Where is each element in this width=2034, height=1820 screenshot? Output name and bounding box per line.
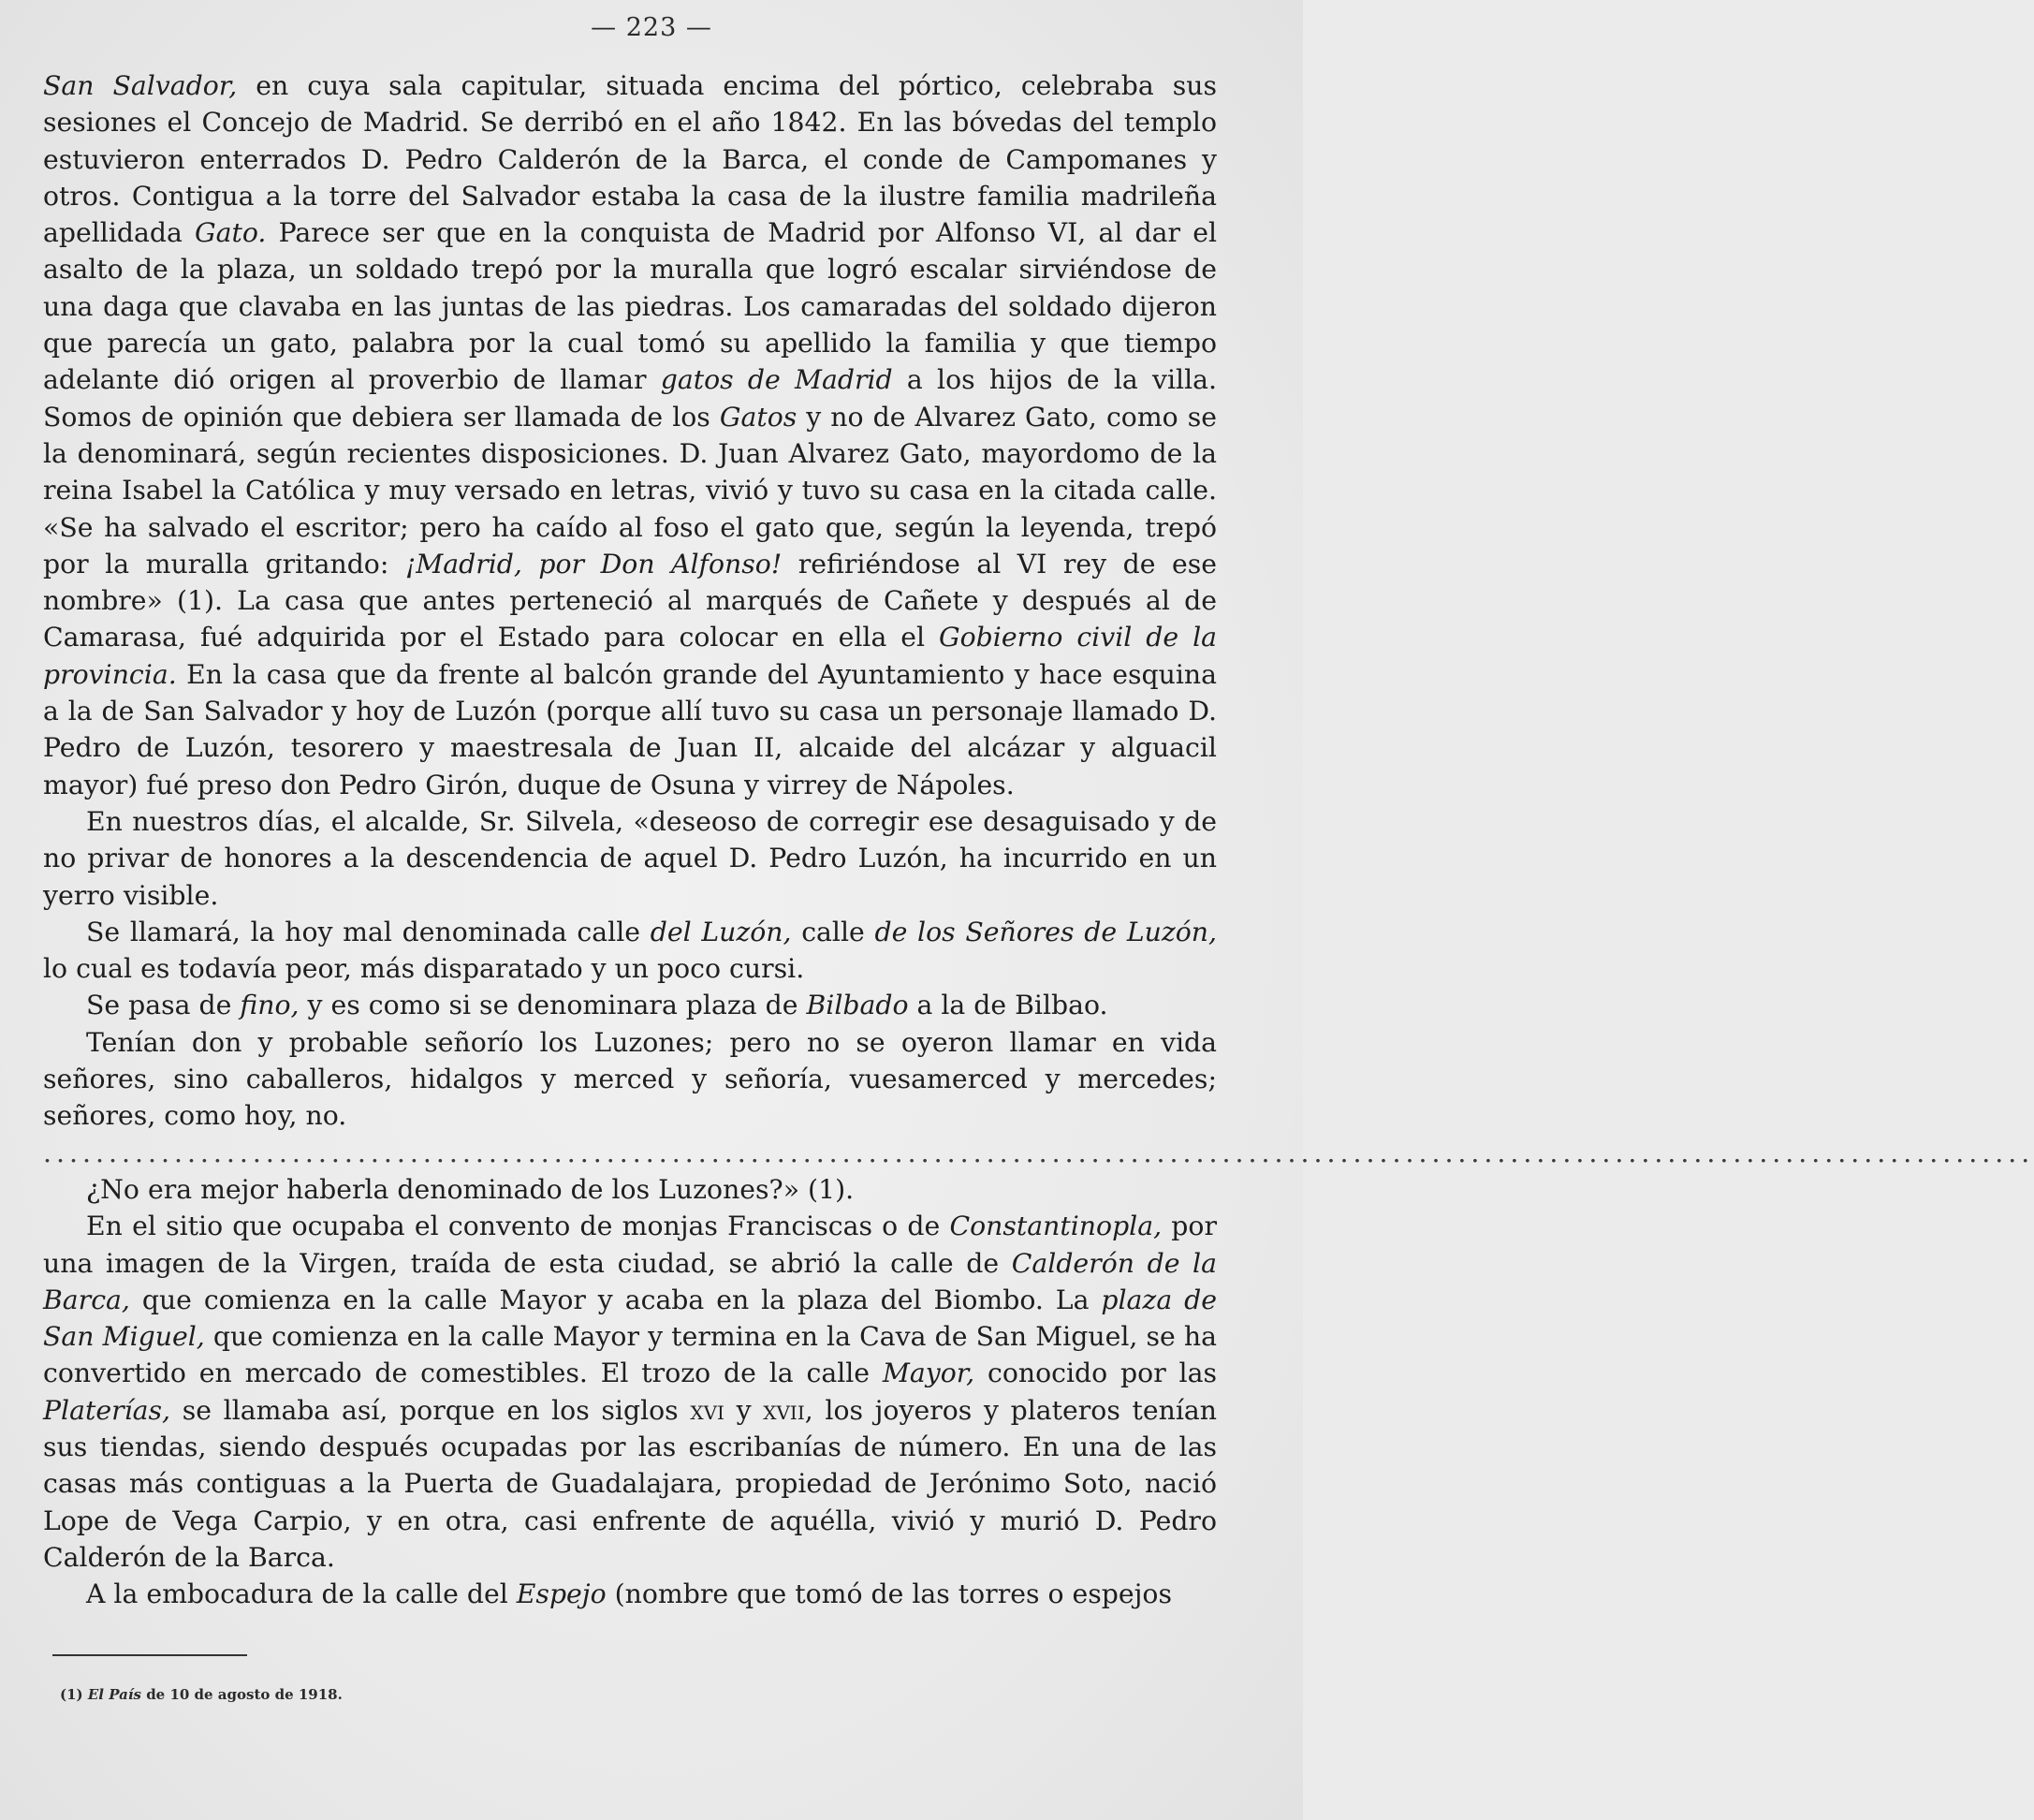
text-run: xvii [763, 1394, 805, 1426]
text-run: , los joyeros y plateros tenían sus tiendas, siendo después ocupadas por las escribanías de número. En una de las casas más contiguas a la Puerta de Guadalajara, propiedad de Jerónimo Soto, nació Lope de Vega Carpio, y en otra, casi enfrente de aquélla, vivió y murió D. Pedro Calderón de la Barca. [43, 1394, 1217, 1573]
text-run: a la de Bilbao. [908, 990, 1108, 1021]
italic-text: Platerías, [43, 1394, 171, 1426]
italic-text: Espejo [516, 1578, 607, 1610]
text-run: Se llamará, la hoy mal denominada calle [86, 916, 651, 947]
italic-text: Calderón de la Barca, [43, 1247, 1217, 1315]
italic-text: Gatos [719, 401, 798, 433]
text-run: xvi [690, 1394, 724, 1426]
footnote-source: El País [87, 1686, 141, 1703]
text-run: y es como si se denominara plaza de [299, 990, 807, 1021]
italic-text: Bilbado [806, 990, 909, 1021]
text-run: Tenían don y probable señorío los Luzones; pero no se oyeron llamar en vida señores, sino caballeros, hidalgos y merced y señoría, vuesamerced y mercedes; señores, como hoy, no. [43, 1026, 1217, 1132]
text-run: que comienza en la calle Mayor y acaba en la plaza del Biombo. La [129, 1284, 1102, 1315]
paragraph [43, 1208, 1217, 1576]
text-run: ........................................................................................................................................................ [43, 1137, 2034, 1168]
footnote-rule [52, 1654, 247, 1656]
text-run: conocido por las [974, 1358, 1217, 1389]
footnote-marker: (1) [60, 1686, 83, 1703]
text-run: se llamaba así, porque en los siglos [170, 1394, 691, 1426]
italic-text: Mayor, [882, 1358, 975, 1389]
text-run: Parece ser que en la conquista de Madrid por Alfonso VI, al dar el asalto de la plaza, un soldado trepó por la muralla que logró escalar sirviéndose de una daga que clavaba en las juntas de las piedras. Los camaradas del soldado dijeron que parecía un gato, palabra por la cual tomó su apellido la familia y que tiempo adelante dió origen al proverbio de llamar [43, 217, 1217, 396]
text-run: y no de Alvarez Gato, como se la denominará, según recientes disposiciones. D. Juan Alvarez Gato, mayordomo de la reina Isabel la Católica y muy versado en letras, vivió y tuvo su casa en la citada calle. «Se ha salvado el escritor; pero ha caído al foso el gato que, según la leyenda, trepó por la muralla gritando: [43, 401, 1218, 580]
text-run: En la casa que da frente al balcón grande del Ayuntamiento y hace esquina a la de San Salvador y hoy de Luzón (porque allí tuvo su casa un personaje llamado D. Pedro de Luzón, tesorero y maestresala de Juan II, alcaide del alcázar y alguacil mayor) fué preso don Pedro Girón, duque de Osuna y virrey de Nápoles. [43, 658, 1217, 800]
paragraph [43, 987, 1217, 1023]
italic-text: fino, [240, 990, 300, 1021]
footnote [60, 1686, 343, 1703]
text-run: En el sitio que ocupaba el convento de monjas Franciscas o de [86, 1211, 950, 1242]
paragraph [43, 803, 1217, 914]
text-run: en cuya sala capitular, situada encima del pórtico, celebraba sus sesiones el Concejo de Madrid. Se derribó en el año 1842. En las bóvedas del templo estuvieron enterrados D. Pedro Calderón de la Barca, el conde de Campomanes y otros. Contigua a la torre del Salvador estaba la casa de la ilustre familia madrileña apellidada [43, 70, 1217, 249]
paragraph [43, 1171, 1217, 1208]
footnote-date: de 10 de agosto de 1918. [140, 1686, 343, 1703]
text-run: Se pasa de [86, 990, 241, 1021]
text-run: A la embocadura de la calle del [86, 1578, 517, 1610]
body-text [43, 67, 2034, 1612]
paragraph [43, 914, 1217, 988]
text-run: lo cual es todavía peor, más disparatado y un poco cursi. [43, 953, 805, 985]
italic-text: de los Señores de Luzón, [874, 916, 1217, 947]
paragraph [43, 1024, 1217, 1135]
text-run: ¿No era mejor haberla denominado de los Luzones?» (1). [86, 1173, 855, 1205]
italic-text: plaza de San Miguel, [43, 1284, 1217, 1353]
italic-text: ¡Madrid, por Don Alfonso! [404, 548, 783, 580]
italic-text: Gobierno civil de la provincia. [43, 622, 1218, 690]
italic-text: San Salvador, [43, 70, 238, 101]
text-run: a los hijos de la villa. Somos de opinión que debiera ser llamada de los [43, 364, 1217, 433]
text-run: por una imagen de la Virgen, traída de esta ciudad, se abrió la calle de [43, 1211, 1217, 1279]
paragraph [43, 1576, 1217, 1612]
paragraph [43, 67, 1217, 803]
text-run: (nombre que tomó de las torres o espejos [606, 1578, 1172, 1610]
text-run: refiriéndose al VI rey de ese nombre» (1). La casa que antes perteneció al marqués de Cañete y después al de Camarasa, fué adquirida por el Estado para colocar en ella el [43, 548, 1218, 653]
text-run: y [724, 1394, 764, 1426]
italic-text: gatos de Madrid [660, 364, 893, 396]
text-run: En nuestros días, el alcalde, Sr. Silvela, «deseoso de corregir ese desaguisado y de no privar de honores a la descendencia de aquel D. Pedro Luzón, ha incurrido en un yerro visible. [43, 805, 1217, 911]
text-run: calle [791, 916, 875, 947]
page-number: — 223 — [591, 13, 712, 42]
italic-text: Gato. [195, 217, 267, 249]
text-run: que comienza en la calle Mayor y termina en la Cava de San Miguel, se ha convertido en mercado de comestibles. El trozo de la calle [43, 1321, 1217, 1389]
italic-text: del Luzón, [650, 916, 792, 947]
italic-text: Constantinopla, [949, 1211, 1163, 1242]
dot-leader [43, 1135, 2034, 1171]
